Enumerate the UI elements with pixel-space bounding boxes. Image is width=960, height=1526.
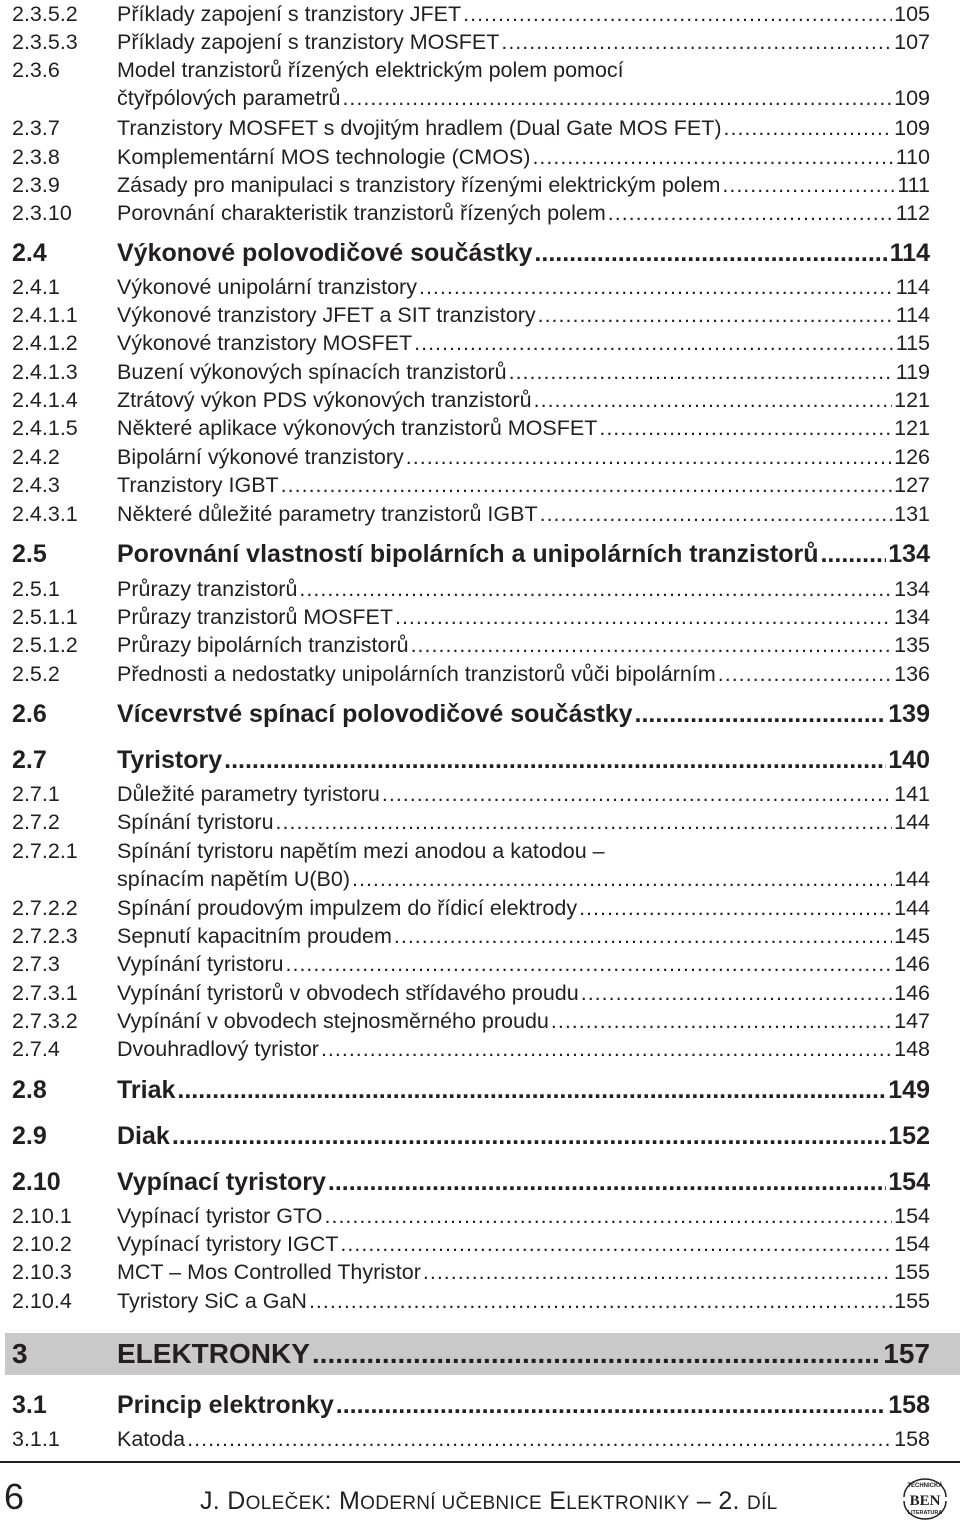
toc-entry-title: Vypínací tyristory [117,1168,326,1196]
toc-entry-title: Triak [117,1076,176,1104]
toc-entry-title: Bipolární výkonové tranzistory [117,445,404,469]
toc-entry-title: Příklady zapojení s tranzistory MOSFET [117,30,500,54]
toc-entry-number: 3.1.1 [12,1427,60,1451]
toc-entry-title: Výkonové unipolární tranzistory [117,275,417,299]
toc-entry[interactable] [12,386,930,414]
toc-entry-page: 105 [894,2,930,26]
toc-entry-page: 131 [894,502,930,526]
toc-entry[interactable] [12,1333,930,1375]
toc-entry-number: 2.6 [12,700,47,728]
dot-leader [286,950,893,978]
toc-entry-page: 114 [889,239,930,267]
toc-entry-title-line1: Spínání tyristoru napětím mezi anodou a katodou – [117,839,605,863]
toc-entry[interactable] [12,660,930,688]
toc-entry[interactable] [12,1007,930,1035]
toc-entry[interactable] [12,780,930,808]
toc-entry-page: 144 [894,867,930,891]
toc-entry-number: 2.3.5.2 [12,2,78,26]
dot-leader [722,171,895,199]
toc-entry[interactable] [12,329,930,357]
toc-entry[interactable] [12,1389,930,1421]
toc-entry-title: Vícevrstvé spínací polovodičové součástky [117,700,633,728]
dot-leader [336,1389,887,1421]
toc-entry-title: Vypínání v obvodech stejnosměrného proudu [117,1009,549,1033]
toc-entry-title-line1: Model tranzistorů řízených elektrickým polem pomocí [117,58,624,82]
toc-entry-number: 2.10.4 [12,1289,72,1313]
toc-entry-title: ELEKTRONKY [117,1338,310,1369]
toc-entry-page: 148 [894,1037,930,1061]
ben-logo-icon [898,1475,952,1521]
dot-leader [540,500,893,528]
toc-entry-number: 2.3.5.3 [12,30,78,54]
dot-leader [224,744,886,776]
dot-leader [382,780,892,808]
toc-entry-number: 2.4.1.3 [12,360,78,384]
toc-entry-title: Tranzistory MOSFET s dvojitým hradlem (Dual Gate MOS FET) [117,116,722,140]
toc-entry-title: Ztrátový výkon PDS výkonových tranzistorů [117,388,532,412]
toc-entry-title: Některé aplikace výkonových tranzistorů MOSFET [117,416,598,440]
toc-entry[interactable] [12,28,930,56]
toc-entry-title: Výkonové tranzistory JFET a SIT tranzistory [117,303,536,327]
toc-entry-number: 2.3.7 [12,116,60,140]
dot-leader [172,1120,886,1152]
toc-entry[interactable] [12,358,930,386]
toc-entry-page: 135 [894,633,930,657]
toc-entry-number: 2.4.1.1 [12,303,78,327]
dot-leader [352,865,892,893]
toc-entry-number: 2.3.8 [12,145,60,169]
toc-entry-page: 107 [894,30,930,54]
toc-entry[interactable] [12,744,930,776]
toc-entry-page: 136 [894,662,930,686]
dot-leader [309,1287,892,1315]
dot-leader [342,84,892,112]
toc-entry-page: 155 [894,1289,930,1313]
toc-entry[interactable] [12,1425,930,1453]
toc-entry[interactable] [12,414,930,442]
toc-entry-number: 2.5 [12,540,47,568]
toc-entry-title: Dvouhradlový tyristor [117,1037,319,1061]
toc-entry-page: 154 [894,1204,930,1228]
dot-leader [312,1333,881,1375]
toc-entry-page: 144 [894,810,930,834]
toc-entry-page: 134 [894,577,930,601]
toc-entry-page: 121 [894,416,930,440]
toc-entry-page: 127 [894,473,930,497]
toc-entry[interactable] [12,808,930,836]
toc-entry-page: 109 [894,116,930,140]
toc-entry-page: 147 [894,1009,930,1033]
toc-entry-number: 2.4.1 [12,275,60,299]
toc-entry-number: 2.10.2 [12,1232,72,1256]
toc-entry-page: 158 [894,1427,930,1451]
toc-entry-number: 2.7 [12,746,47,774]
toc-entry-number: 2.5.2 [12,662,60,686]
dot-leader [299,575,892,603]
toc-entry[interactable] [12,837,930,893]
toc-entry-page: 141 [894,782,930,806]
dot-leader [551,1007,892,1035]
toc-entry[interactable] [12,1258,930,1286]
toc-entry-page: 158 [888,1391,930,1419]
toc-entry-number: 2.7.2.2 [12,896,78,920]
dot-leader [340,1230,892,1258]
toc-entry[interactable] [12,114,930,142]
toc-entry[interactable] [12,1230,930,1258]
dot-leader [581,979,892,1007]
toc-entry-number: 2.4.2 [12,445,60,469]
page-number: 6 [4,1476,25,1517]
toc-entry-number: 2.7.2.1 [12,839,78,863]
toc-entry-title: Důležité parametry tyristoru [117,782,380,806]
toc-entry-title: Vypínání tyristoru [117,952,284,976]
toc-entry-title: čtyřpólových parametrů [117,86,341,110]
toc-entry[interactable] [12,1074,930,1106]
dot-leader [394,922,892,950]
toc-entry-number: 2.7.2.3 [12,924,78,948]
toc-entry-number: 2.7.3.2 [12,1009,78,1033]
dot-leader [414,329,894,357]
toc-entry-number: 2.5.1.1 [12,605,78,629]
dot-leader [538,301,894,329]
dot-leader [509,358,894,386]
toc-entry-number: 2.10.1 [12,1204,72,1228]
toc-entry[interactable] [12,894,930,922]
dot-leader [534,237,887,269]
toc-entry-title: Průrazy tranzistorů [117,577,298,601]
toc-entry-page: 149 [888,1076,930,1104]
toc-entry[interactable] [12,143,930,171]
toc-entry[interactable] [12,237,930,269]
dot-leader [325,1202,893,1230]
toc-entry[interactable] [12,922,930,950]
toc-entry-number: 2.4.3.1 [12,502,78,526]
toc-entry-number: 3 [12,1338,28,1369]
toc-entry-title: Výkonové polovodičové součástky [117,239,533,267]
dot-leader [187,1425,892,1453]
toc-entry-number: 2.9 [12,1122,47,1150]
toc-entry-page: 146 [894,952,930,976]
toc-entry[interactable] [12,56,930,112]
toc-entry-title: Buzení výkonových spínacích tranzistorů [117,360,507,384]
toc-entry-number: 2.4.1.2 [12,331,78,355]
toc-entry-number: 2.5.1.2 [12,633,78,657]
logo-top-text: TECHNICKÁ [907,1483,943,1489]
dot-leader [579,894,892,922]
toc-entry[interactable] [12,471,930,499]
toc-entry-number: 2.3.6 [12,58,60,82]
toc-entry-page: 139 [888,700,930,728]
toc-entry-page: 111 [897,173,930,197]
dot-leader [177,1074,886,1106]
toc-entry[interactable] [12,950,930,978]
dot-leader [321,1035,892,1063]
toc-entry-title: Přednosti a nedostatky unipolárních tranzistorů vůči bipolárním [117,662,716,686]
toc-entry-title: Komplementární MOS technologie (CMOS) [117,145,531,169]
toc-entry-page: 154 [888,1168,930,1196]
toc-entry-title: Vypínací tyristor GTO [117,1204,323,1228]
toc-entry-page: 109 [894,86,930,110]
toc-entry[interactable] [12,1120,930,1152]
toc-entry-page: 119 [895,360,930,384]
toc-entry[interactable] [12,979,930,1007]
dot-leader [276,808,893,836]
toc-entry-page: 134 [888,540,930,568]
dot-leader [532,143,893,171]
toc-entry-title: Tyristory SiC a GaN [117,1289,307,1313]
toc-entry[interactable] [12,199,930,227]
toc-entry-title: Diak [117,1122,170,1150]
dot-leader [501,28,892,56]
running-title: J. DOLEČEK: MODERNÍ UČEBNICE ELEKTRONIKY – 2. DÍL [200,1487,778,1515]
toc-entry-page: 152 [888,1122,930,1150]
toc-entry-page: 134 [894,605,930,629]
dot-leader [328,1166,886,1198]
toc-entry-number: 2.7.3 [12,952,60,976]
toc-entry[interactable] [12,301,930,329]
dot-leader [724,114,893,142]
toc-entry[interactable] [12,273,930,301]
toc-entry[interactable] [12,631,930,659]
toc-entry-title: Sepnutí kapacitním proudem [117,924,392,948]
toc-entry-page: 140 [888,746,930,774]
toc-entry-title: spínacím napětím U(B0) [117,867,351,891]
toc-entry-number: 2.4.1.4 [12,388,78,412]
logo-bottom-text: LITERATURA [907,1510,943,1516]
toc-entry-page: 121 [894,388,930,412]
toc-entry-title: Příklady zapojení s tranzistory JFET [117,2,462,26]
toc-entry[interactable] [12,698,930,730]
dot-leader [395,603,892,631]
toc-entry-title: Průrazy tranzistorů MOSFET [117,605,393,629]
toc-entry-number: 2.8 [12,1076,47,1104]
toc-entry-page: 146 [894,981,930,1005]
dot-leader [599,414,892,442]
toc-entry-number: 2.3.10 [12,201,72,225]
toc-entry[interactable] [12,500,930,528]
toc-entry-title: MCT – Mos Controlled Thyristor [117,1260,421,1284]
toc-entry-number: 2.3.9 [12,173,60,197]
toc-entry-title: Spínání proudovým impulzem do řídicí elektrody [117,896,578,920]
toc-entry-number: 2.4.1.5 [12,416,78,440]
toc-entry[interactable] [12,1202,930,1230]
toc-entry-page: 114 [895,275,930,299]
toc-entry[interactable] [12,603,930,631]
toc-entry-page: 110 [895,145,930,169]
toc-entry-page: 114 [895,303,930,327]
toc-entry[interactable] [12,1035,930,1063]
dot-leader [635,698,887,730]
toc-entry-title: Některé důležité parametry tranzistorů IGBT [117,502,538,526]
toc-entry-title: Tyristory [117,746,223,774]
toc-entry-page: 126 [894,445,930,469]
toc-entry-page: 154 [894,1232,930,1256]
dot-leader [423,1258,892,1286]
footer-rule [0,1461,960,1463]
logo-main-text: BEN [909,1493,941,1509]
dot-leader [534,386,893,414]
toc-entry-title: Princip elektronky [117,1391,334,1419]
toc-entry-title: Porovnání vlastností bipolárních a unipolárních tranzistorů [117,540,819,568]
toc-entry[interactable] [12,171,930,199]
toc-entry-number: 2.5.1 [12,577,60,601]
toc-entry-page: 144 [894,896,930,920]
dot-leader [411,631,893,659]
toc-entry-number: 2.7.1 [12,782,60,806]
toc-entry-page: 157 [883,1338,930,1369]
toc-entry[interactable] [12,538,930,570]
toc-entry-title: Vypínací tyristory IGCT [117,1232,339,1256]
toc-entry-number: 2.10.3 [12,1260,72,1284]
toc-entry-page: 145 [894,924,930,948]
dot-leader [281,471,892,499]
toc-entry-page: 112 [895,201,930,225]
toc-entry-title: Vypínání tyristorů v obvodech střídavého proudu [117,981,579,1005]
toc-entry-number: 3.1 [12,1391,47,1419]
dot-leader [608,199,894,227]
toc-entry-number: 2.7.2 [12,810,60,834]
toc-entry-number: 2.4 [12,239,47,267]
toc-entry[interactable] [12,1166,930,1198]
toc-entry[interactable] [12,0,930,28]
toc-entry-title: Výkonové tranzistory MOSFET [117,331,413,355]
toc-entry-title: Katoda [117,1427,186,1451]
toc-entry-page: 115 [895,331,930,355]
toc-entry-page: 155 [894,1260,930,1284]
toc-entry[interactable] [12,575,930,603]
dot-leader [419,273,894,301]
toc-entry-number: 2.7.4 [12,1037,60,1061]
toc-entry-title: Zásady pro manipulaci s tranzistory řízenými elektrickým polem [117,173,721,197]
toc-entry[interactable] [12,443,930,471]
toc-entry-number: 2.7.3.1 [12,981,78,1005]
toc-entry-title: Spínání tyristoru [117,810,274,834]
dot-leader [463,0,892,28]
toc-entry[interactable] [12,1287,930,1315]
toc-entry-number: 2.10 [12,1168,61,1196]
toc-entry-title: Porovnání charakteristik tranzistorů řízených polem [117,201,606,225]
toc-entry-title: Tranzistory IGBT [117,473,279,497]
dot-leader [718,660,892,688]
dot-leader [406,443,892,471]
dot-leader [820,538,886,570]
toc-entry-title: Průrazy bipolárních tranzistorů [117,633,409,657]
toc-entry-number: 2.4.3 [12,473,60,497]
